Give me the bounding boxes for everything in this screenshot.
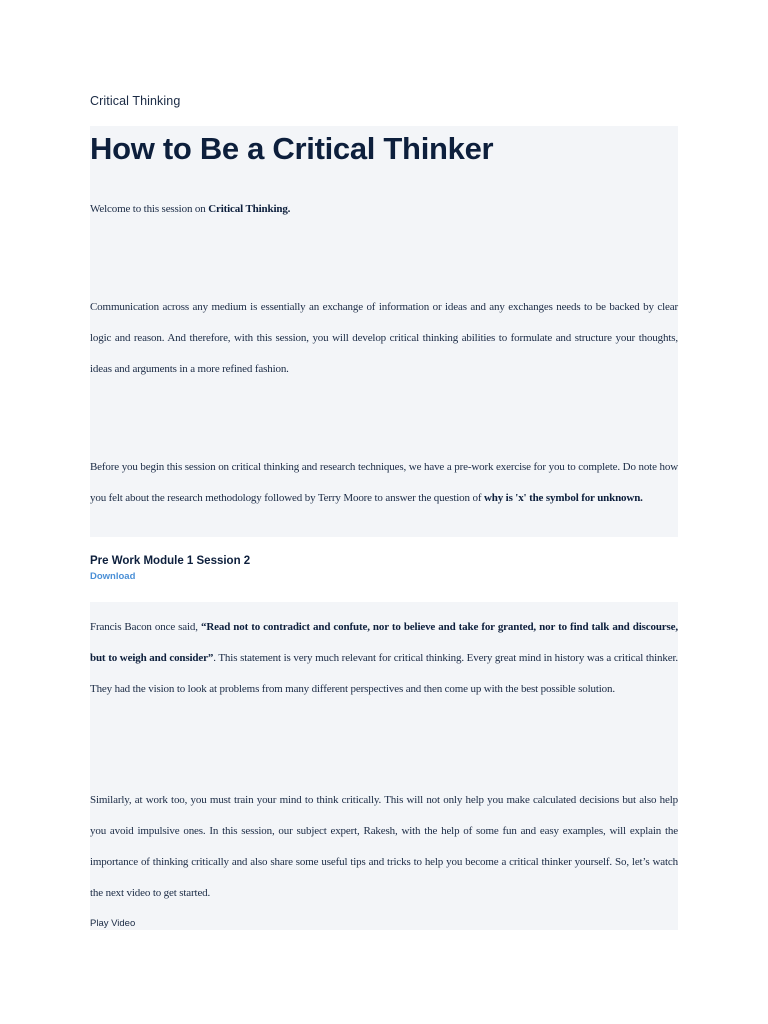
prework-paragraph	[90, 452, 678, 514]
prework-bold-text: why is 'x' the symbol for unknown.	[483, 492, 643, 504]
course-kicker: Critical Thinking	[90, 94, 181, 108]
similarly-paragraph: Similarly, at work too, you must train your mind to think critically. This will not only help you make calculated decisions but also help you avoid impulsive ones. In this session, our subject expert, Rakesh, with the help of some fun and easy examples, will explain the importance of thinking critically and also share some useful tips and tricks to help you become a critical thinker yourself. So, let’s watch the next video to get started.	[90, 794, 678, 899]
bacon-intro-text: Francis Bacon once said,	[90, 621, 201, 633]
bacon-quote: “Read not to contradict and confute, nor to believe and take for granted, nor to find talk and discourse, but to weigh and consider”	[90, 621, 678, 664]
download-link[interactable]: Download	[90, 571, 136, 582]
module-title: Pre Work Module 1 Session 2	[90, 555, 251, 567]
welcome-text: Welcome to this session on	[90, 203, 209, 215]
prework-text: Before you begin this session on critical thinking and research techniques, we have a pre-work exercise for you to complete. Do note how you felt about the research methodology followed by Terry Moore to answer the question of	[90, 461, 678, 504]
bacon-rest-text: . This statement is very much relevant for critical thinking. Every great mind in history was a critical thinker. They had the vision to look at problems from many different perspectives and then come up with the best possible solution.	[90, 652, 678, 695]
bacon-paragraph	[90, 612, 678, 705]
play-video-link[interactable]: Play Video	[90, 918, 136, 929]
welcome-paragraph	[90, 194, 678, 225]
page-title: How to Be a Critical Thinker	[90, 131, 494, 166]
welcome-bold-text: Critical Thinking.	[208, 203, 291, 215]
communication-paragraph: Communication across any medium is essentially an exchange of information or ideas and any exchanges needs to be backed by clear logic and reason. And therefore, with this session, you will develop critical thinking abilities to formulate and structure your thoughts, ideas and arguments in a more refined fashion.	[90, 301, 678, 375]
